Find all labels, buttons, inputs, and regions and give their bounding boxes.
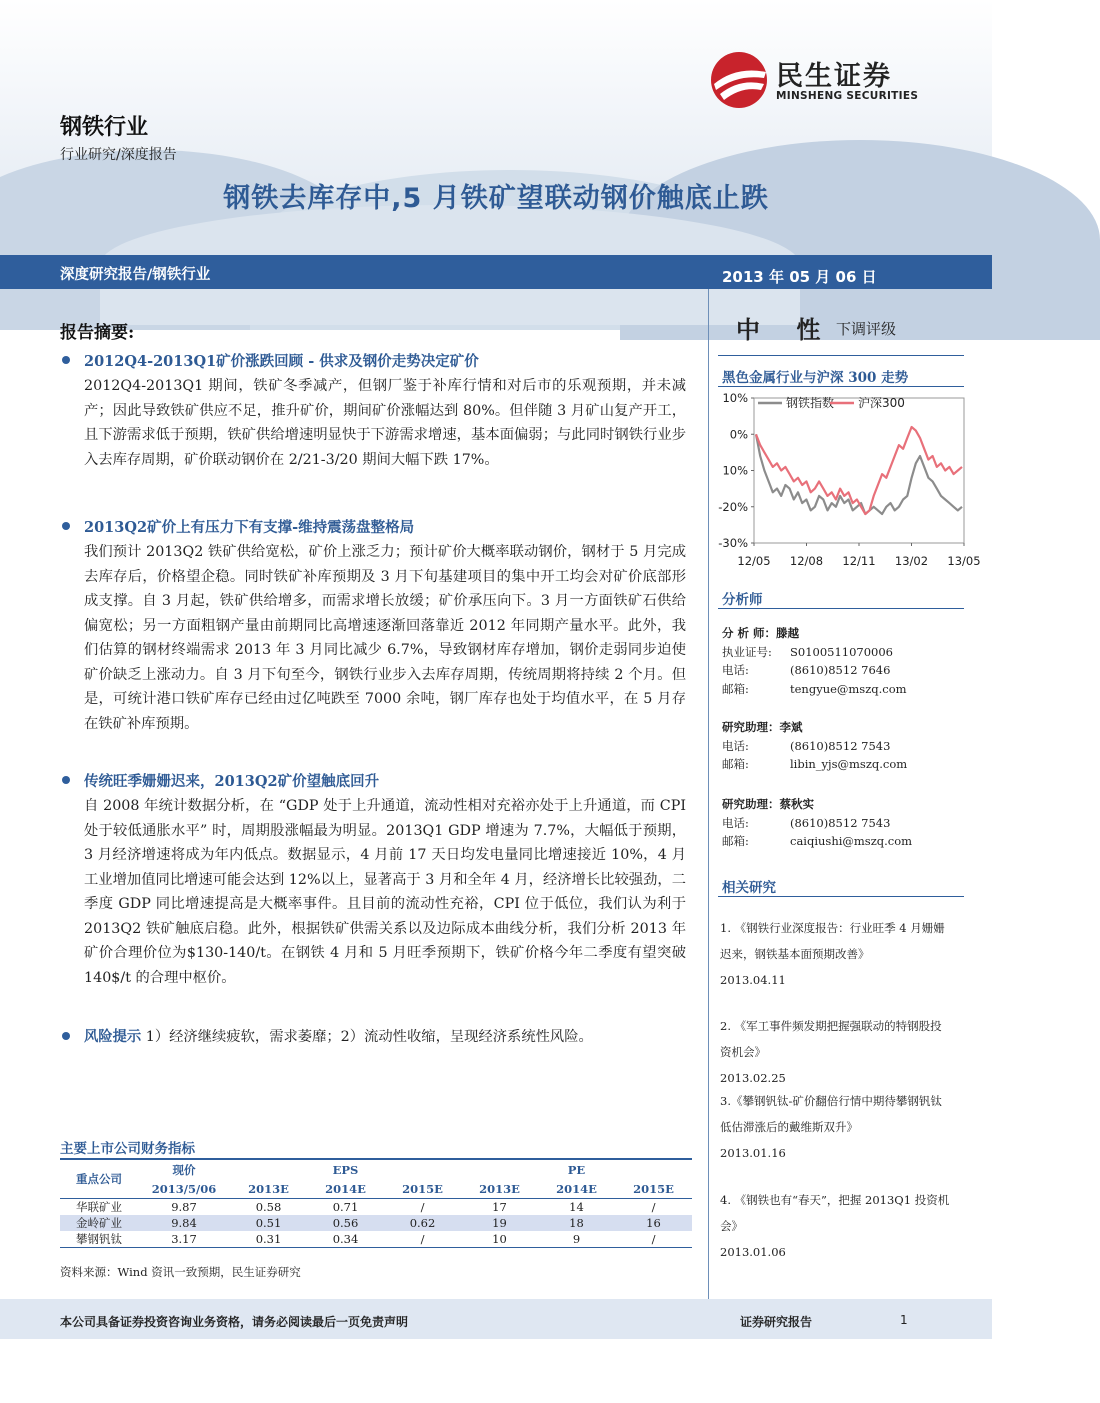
section-body: 自 2008 年统计数据分析，在 “GDP 处于上升通道，流动性相对充裕亦处于上升通道，而 CPI 处于较低通胀水平” 时，周期股涨幅最为明显。2013Q1 GDP 增速为 7.7%，大幅低于预期，3 月经济增速将成为年内低点。数据显示，4 月前 17 天日均发电量同比增速接近 10%，4 月工业增加值同比增速可能会达到 12%以上，显著高于 3 月和全年 4 月，经济增长比较强劲，二季度 GDP 同比增速提高是大概率事件。且目前的流动性充裕，CPI 位于低位，我们认为利于 2013Q2 铁矿触底启稳。此外，根据铁矿供需关系以及边际成本曲线分析，我们分析 2013 年矿价合理价位为$130-140/t。在钢铁 4 月和 5 月旺季预期下，铁矿价格今年二季度有望突破 140$/t 的合理中枢价。 [84,798,686,986]
value-cell: 0.58 [255,1200,282,1214]
info-value: caiqiushi@mszq.com [790,834,913,848]
value-cell: 9 [538,1231,615,1248]
related-item-title: 4. 《钢铁也有“春天”，把握 2013Q1 投资机会》 [720,1193,950,1233]
y-tick-label: -20% [718,499,748,514]
info-key: 电话: [722,815,749,830]
info-value: (8610)8512 7543 [790,738,891,753]
series-line [756,427,962,514]
section-body: 2012Q4-2013Q1 期间，铁矿冬季减产，但钢厂鉴于补库行情和对后市的乐观预期，并未减产；因此导致铁矿供应不足，推升矿价，期间矿价涨幅达到 80%。但伴随 3 月矿山复产开工，且下游需求低于预期，铁矿供给增速明显快于下游需求增速，基本面偏弱；与此同时钢铁行业步入去库存周期，矿价联动钢价在 2/21-3/20 期间大幅下跌 17%。 [84,378,686,468]
analyst-block [722,624,907,698]
col-price-header: 现价 [172,1162,196,1177]
related-item-date: 2013.01.16 [720,1146,786,1160]
y-tick-label: 0% [729,427,748,442]
value-cell: 0.62 [384,1215,461,1231]
info-value: libin_yjs@mszq.com [790,757,908,771]
bullet-icon [62,522,70,530]
industry-label: 钢铁行业 [60,115,149,140]
x-tick-label: 12/08 [789,554,824,568]
related-item[interactable] [720,1013,952,1091]
value-cell: 17 [492,1200,507,1214]
related-item-date: 2013.04.11 [720,973,786,987]
table-row [60,1199,692,1216]
info-key: 邮箱: [722,834,749,848]
related-item-title: 3.《攀钢钒钛-矿价翻倍行情中期待攀钢钒钛低估滞涨后的戴维斯双升》 [720,1094,942,1134]
price-cell: 9.84 [138,1215,230,1231]
analyst-name: 滕越 [776,626,800,640]
risk-label: 风险提示 [84,1029,142,1045]
col-year: 2014E [538,1179,615,1199]
price-cell: 9.87 [171,1200,197,1214]
col-year: 2015E [615,1179,692,1199]
risk-notice [84,1026,593,1046]
info-value: (8610)8512 7646 [790,663,891,677]
company-name: 金岭矿业 [60,1215,138,1231]
col-year: 2014E [307,1179,384,1199]
info-value: S0100511070006 [790,644,893,659]
trend-chart [708,386,981,574]
financial-table [60,1158,692,1248]
section-title: 2013Q2矿价上有压力下有支撑-维持震荡盘整格局 [84,519,415,536]
band-report-category: 深度研究报告/钢铁行业 [60,267,211,283]
col-year: 2013E [230,1179,307,1199]
value-cell: 0.34 [307,1231,384,1248]
table-title: 主要上市公司财务指标 [60,1141,195,1157]
section-body: 我们预计 2013Q2 铁矿供给宽松，矿价上涨乏力；预计矿价大概率联动钢价，钢材于 5 月完成去库存后，价格望企稳。同时铁矿补库预期及 3 月下旬基建项目的集中开工均会对矿价底部形成支撑。自 3 月起，铁矿供给增多，而需求增长放缓；矿价承压向下。3 月一方面铁矿石供给偏宽松；另一方面粗钢产量由前期同比高增速逐渐回落靠近 2012 年同期产量水平。此外，我们估算的钢材终端需求 2013 年 3 月同比减少 6.7%，导致钢材库存增加，钢价走弱同步迫使矿价缺乏上涨动力。自 3 月下旬至今，钢铁行业步入去库存周期，传统周期将持续 2 个月。但是，可统计港口铁矿库存已经由过亿吨跌至 7000 余吨，钢厂库存也处于均值水平，在 5 月存在铁矿补库预期。 [84,544,686,732]
related-item[interactable] [720,1187,952,1265]
value-cell: / [420,1200,425,1214]
info-key: 邮箱: [722,681,749,696]
bullet-icon [62,356,70,364]
company-name: 攀钢钒钛 [60,1231,138,1248]
page-number: 1 [900,1313,908,1327]
info-key: 邮箱: [722,757,749,771]
x-tick-label: 13/05 [947,554,981,568]
value-cell: 16 [615,1215,692,1231]
minsheng-logo-icon [706,50,772,110]
info-key: 电话: [722,738,749,753]
col-year: 2013E [461,1179,538,1199]
related-item-date: 2013.01.06 [720,1245,786,1259]
logo-text: 民生证券 [776,61,892,92]
col-eps-header: EPS [332,1162,359,1177]
value-cell: 0.71 [332,1200,359,1214]
col-company-header: 重点公司 [60,1159,138,1199]
x-tick-label: 12/05 [737,554,771,568]
logo-english-text: MINSHENG SECURITIES [776,90,919,102]
band-report-date: 2013 年 05 月 06 日 [722,268,877,286]
x-tick-label: 12/11 [842,554,876,568]
info-value: (8610)8512 7543 [790,815,891,830]
plot-frame [754,398,964,543]
analyst-role: 研究助理： [722,797,780,811]
col-pe-header: PE [567,1162,586,1177]
related-rule [718,896,964,897]
y-tick-label: 10% [722,463,748,478]
table-row [60,1231,692,1248]
legend-label: 钢铁指数 [786,396,835,410]
value-cell: 0.56 [307,1215,384,1231]
assistant-block [722,718,907,774]
legend-label: 沪深300 [858,396,905,410]
risk-text: 1）经济继续疲软，需求萎靡；2）流动性收缩，呈现经济系统性风险。 [141,1029,593,1045]
value-cell: / [384,1231,461,1248]
related-item-date: 2013.02.25 [720,1071,786,1085]
section-title: 传统旺季姗姗迟来，2013Q2矿价望触底回升 [84,773,380,790]
related-heading: 相关研究 [722,880,776,896]
analyst-role: 研究助理： [722,720,780,734]
related-item[interactable] [720,915,952,993]
analyst-heading: 分析师 [722,592,763,608]
company-name: 华联矿业 [76,1200,122,1214]
x-tick-label: 13/02 [894,554,929,568]
related-item-title: 1. 《钢铁行业深度报告：行业旺季 4 月姗姗迟来，钢铁基本面预期改善》 [720,921,945,961]
summary-heading: 报告摘要: [60,323,135,343]
y-tick-label: -30% [718,536,748,550]
chart-title: 黑色金属行业与沪深 300 走势 [722,370,909,386]
bullet-icon [62,776,70,784]
rating-rule [718,355,964,356]
value-cell: 14 [569,1200,584,1214]
table-row [60,1215,692,1231]
report-type-label: 行业研究/深度报告 [60,147,177,163]
y-tick-label: 10% [722,391,748,405]
footer-disclaimer: 本公司具备证券投资咨询业务资格，请务必阅读最后一页免责声明 [60,1315,409,1329]
value-cell: 10 [461,1231,538,1248]
value-cell: 18 [538,1215,615,1231]
col-year: 2015E [384,1179,461,1199]
report-title: 钢铁去库存中,5 月铁矿望联动钢价触底止跌 [223,183,769,214]
header-background [0,0,992,255]
analyst-name: 蔡秋实 [779,797,814,811]
bullet-icon [62,1032,70,1040]
col-price-date: 2013/5/06 [138,1179,230,1199]
value-cell: / [651,1200,656,1214]
assistant-block [722,795,912,851]
rating-change: 下调评级 [836,320,897,338]
footer-report-type: 证券研究报告 [740,1315,813,1329]
related-item-title: 2. 《军工事件频发期把握强联动的特钢股投资机会》 [720,1019,942,1059]
analyst-role: 分 析 师： [722,626,777,640]
rating-label: 中 性 [736,316,835,344]
value-cell: 0.51 [230,1215,307,1231]
value-cell: 0.31 [230,1231,307,1248]
value-cell: 19 [461,1215,538,1231]
analyst-rule [718,608,964,609]
analyst-name: 李斌 [779,720,803,734]
info-value: tengyue@mszq.com [790,681,907,696]
price-cell: 3.17 [138,1231,230,1248]
section-title: 2012Q4-2013Q1矿价涨跌回顾 - 供求及钢价走势决定矿价 [84,353,479,370]
info-key: 电话: [722,663,749,677]
related-item[interactable] [720,1088,952,1166]
value-cell: / [615,1231,692,1248]
table-source: 资料来源：Wind 资讯一致预期，民生证券研究 [60,1265,301,1279]
info-key: 执业证号: [722,644,772,659]
